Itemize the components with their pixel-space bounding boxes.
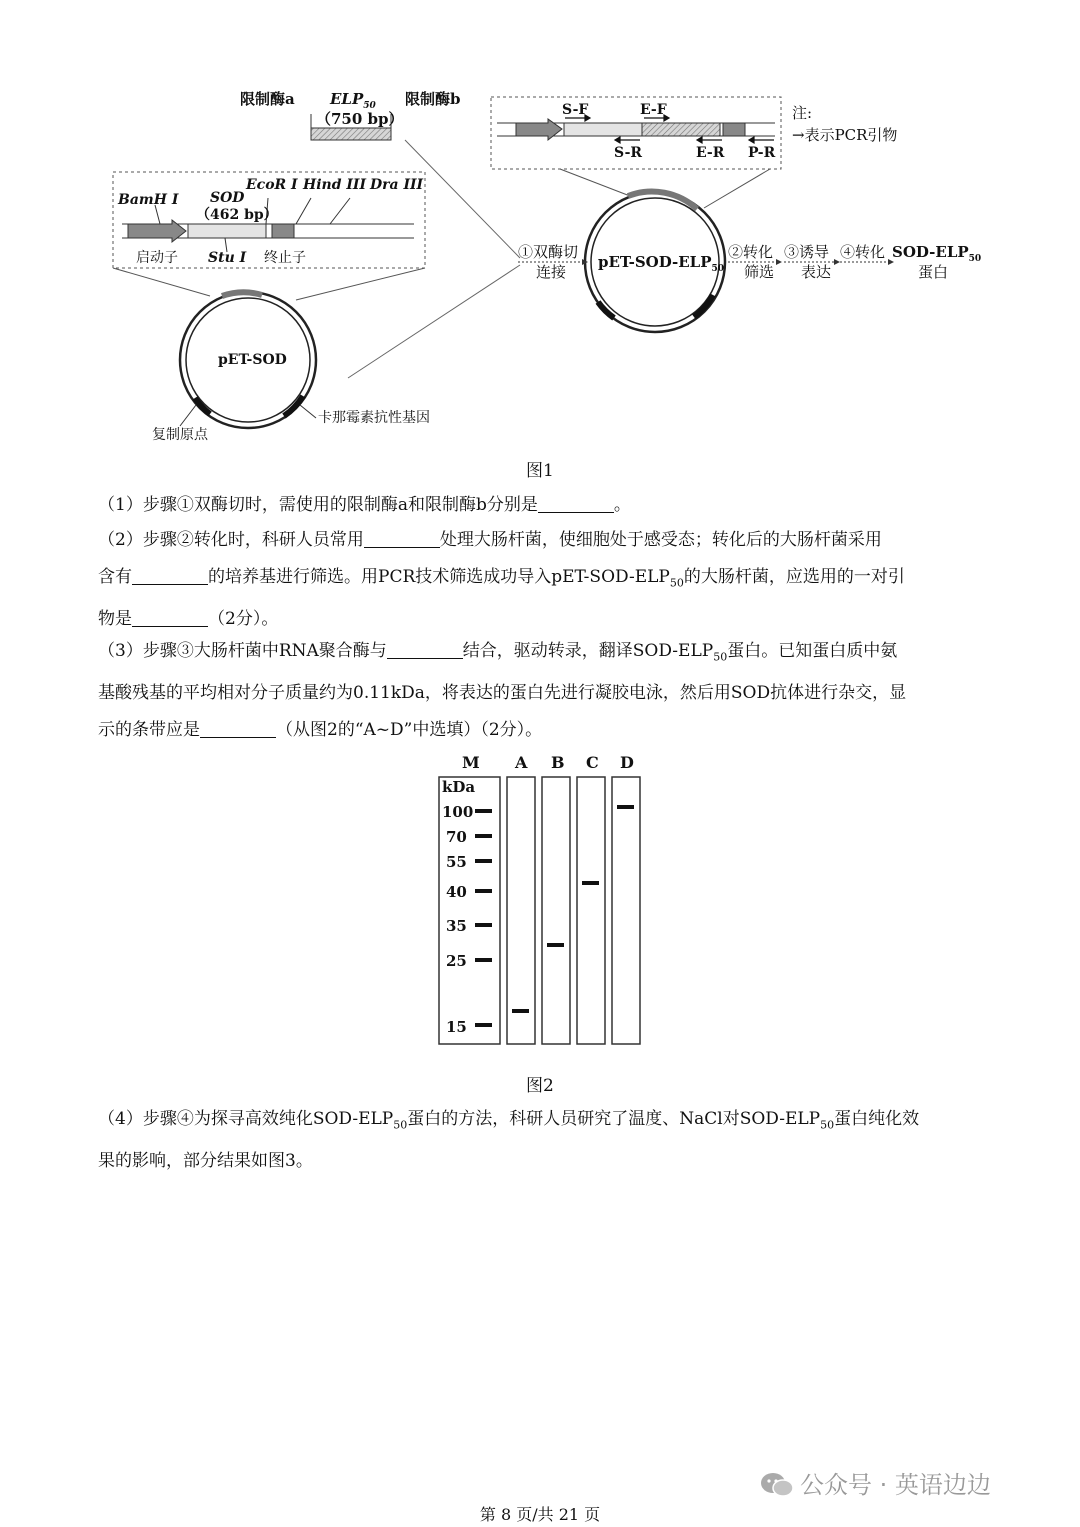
step-4-label: ④转化 bbox=[840, 243, 886, 261]
dra3-label: Dra III bbox=[370, 177, 424, 193]
q3-text-f: （从图2的“A~D”中选填）（2分）。 bbox=[276, 720, 543, 741]
plasmid-2-subscript: 50 bbox=[711, 264, 725, 274]
kan-label: 卡那霉素抗性基因 bbox=[318, 410, 430, 426]
q3-subscript: 50 bbox=[713, 650, 728, 664]
q3-blank-2[interactable] bbox=[200, 719, 276, 738]
figure-1-diagram bbox=[0, 0, 1080, 450]
stu1-label: Stu I bbox=[208, 250, 247, 266]
step-3-line-2: 表达 bbox=[801, 263, 832, 281]
q4-text-d: 果的影响，部分结果如图3。 bbox=[98, 1151, 313, 1172]
sod-gene-label: SOD bbox=[210, 190, 245, 206]
q4-subscript-2: 50 bbox=[820, 1118, 835, 1132]
lane-c bbox=[577, 777, 605, 1044]
elp-gene-subscript: 50 bbox=[363, 101, 376, 111]
figure-2-gel bbox=[430, 750, 650, 1050]
product-line-2: 蛋白 bbox=[918, 263, 949, 281]
q3-blank-1[interactable] bbox=[387, 640, 463, 659]
marker-band-25 bbox=[475, 958, 492, 962]
q4-text-b: 蛋白的方法，科研人员研究了温度、NaCl对SOD-ELP bbox=[407, 1109, 821, 1129]
elp-size-label: （750 bp） bbox=[316, 110, 404, 128]
sod-region bbox=[564, 123, 642, 136]
q2-text-c: 含有 bbox=[98, 567, 132, 587]
q2-blank-3[interactable] bbox=[132, 608, 208, 627]
question-4 bbox=[98, 1101, 988, 1180]
q4-text-a: （4）步骤④为探寻高效纯化SOD-ELP bbox=[98, 1109, 394, 1129]
promoter-label: 启动子 bbox=[136, 250, 178, 266]
figure-2-caption: 图2 bbox=[526, 1076, 554, 1096]
elp-gene-label bbox=[329, 90, 377, 111]
marker-band-40 bbox=[475, 889, 492, 893]
elp-fragment bbox=[311, 128, 391, 140]
plasmid-1-label: pET-SOD bbox=[218, 352, 287, 368]
lane-b-band bbox=[547, 943, 564, 947]
lane-d bbox=[612, 777, 640, 1044]
q3-text-d: 基酸残基的平均相对分子质量约为0.11kDa，将表达的蛋白先进行凝胶电泳，然后用SOD抗体进行杂交，显 bbox=[98, 683, 907, 704]
marker-band-35 bbox=[475, 923, 492, 927]
q4-subscript-1: 50 bbox=[393, 1118, 408, 1132]
primer-pr: P-R bbox=[748, 145, 776, 161]
question-1 bbox=[98, 487, 988, 524]
figure-1-caption: 图1 bbox=[526, 461, 554, 481]
enzyme-b-label: 限制酶b bbox=[405, 90, 461, 108]
q2-text-a: （2）步骤②转化时，科研人员常用 bbox=[98, 530, 364, 550]
q1-text: （1）步骤①双酶切时，需使用的限制酶a和限制酶b分别是 bbox=[98, 495, 538, 515]
q1-blank[interactable] bbox=[538, 494, 614, 513]
ori-label: 复制原点 bbox=[152, 427, 208, 443]
q2-blank-2[interactable] bbox=[132, 566, 208, 585]
primer-ef: E-F bbox=[640, 102, 667, 118]
terminator-region bbox=[723, 123, 745, 136]
q2-text-d: 的培养基进行筛选。用PCR技术筛选成功导入pET-SOD-ELP bbox=[208, 567, 670, 587]
marker-band-15 bbox=[475, 1023, 492, 1027]
primer-er: E-R bbox=[696, 145, 725, 161]
lane-label-b: B bbox=[551, 753, 565, 772]
q3-text-c: 蛋白。已知蛋白质中氨 bbox=[727, 641, 898, 661]
watermark bbox=[760, 1465, 991, 1505]
q4-text-c: 蛋白纯化效 bbox=[834, 1109, 920, 1129]
q2-text-g: （2分）。 bbox=[208, 609, 279, 630]
note-text: →表示PCR引物 bbox=[792, 126, 898, 144]
question-2 bbox=[98, 522, 988, 638]
q1-end: 。 bbox=[613, 495, 631, 515]
elp-region bbox=[642, 123, 720, 136]
product-subscript: 50 bbox=[968, 254, 982, 264]
marker-15: 15 bbox=[446, 1018, 467, 1036]
lane-b bbox=[542, 777, 570, 1044]
marker-40: 40 bbox=[446, 883, 467, 901]
page-footer: 第 8 页/共 21 页 bbox=[479, 1505, 601, 1524]
lane-label-d: D bbox=[620, 753, 634, 772]
step-2-line-2: 筛选 bbox=[744, 263, 775, 281]
product-name: SOD-ELP bbox=[892, 243, 969, 261]
lane-label-a: A bbox=[515, 753, 528, 772]
sod-size-label: （462 bp） bbox=[196, 207, 278, 223]
marker-band-55 bbox=[475, 859, 492, 863]
q2-subscript: 50 bbox=[669, 576, 684, 590]
lane-label-m: M bbox=[462, 753, 480, 772]
primer-sf: S-F bbox=[562, 102, 589, 118]
ecor1-label: EcoR I bbox=[246, 177, 298, 193]
terminator-label: 终止子 bbox=[264, 250, 306, 266]
q2-text-e: 的大肠杆菌，应选用的一对引 bbox=[683, 567, 905, 587]
lane-a-band bbox=[512, 1009, 529, 1013]
q2-text-f: 物是 bbox=[98, 609, 132, 630]
step-1-line-1: ①双酶切 bbox=[518, 243, 579, 261]
wechat-icon bbox=[760, 1471, 794, 1505]
kda-label: kDa bbox=[442, 778, 476, 796]
lane-c-band bbox=[582, 881, 599, 885]
step-1-line-2: 连接 bbox=[536, 263, 567, 281]
sod-gene-block bbox=[188, 224, 266, 238]
marker-55: 55 bbox=[446, 853, 467, 871]
marker-100: 100 bbox=[442, 803, 474, 821]
hind3-label: Hind III bbox=[303, 177, 367, 193]
q2-text-b: 处理大肠杆菌，使细胞处于感受态；转化后的大肠杆菌采用 bbox=[439, 530, 882, 550]
step-2-line-1: ②转化 bbox=[728, 243, 774, 261]
q3-text-a: （3）步骤③大肠杆菌中RNA聚合酶与 bbox=[98, 641, 387, 661]
promoter-arrow bbox=[128, 220, 186, 242]
elp-gene-name: ELP bbox=[330, 90, 364, 108]
step-3-line-1: ③诱导 bbox=[784, 243, 830, 261]
elp-promoter-arrow bbox=[516, 119, 562, 140]
plasmid-2-name: pET-SOD-ELP bbox=[598, 253, 712, 271]
question-3 bbox=[98, 633, 988, 749]
marker-band-100 bbox=[475, 809, 492, 813]
q3-text-e: 示的条带应是 bbox=[98, 720, 200, 741]
terminator-block bbox=[272, 224, 294, 238]
lane-d-band bbox=[617, 805, 634, 809]
q2-blank-1[interactable] bbox=[364, 529, 440, 548]
lane-a bbox=[507, 777, 535, 1044]
plasmid-2-label bbox=[598, 253, 724, 274]
bamh1-label bbox=[117, 192, 179, 208]
marker-band-70 bbox=[475, 834, 492, 838]
primer-sr: S-R bbox=[614, 145, 643, 161]
note-title: 注: bbox=[792, 104, 813, 122]
product-line-1 bbox=[892, 243, 981, 264]
q3-text-b: 结合，驱动转录，翻译SOD-ELP bbox=[462, 641, 714, 661]
watermark-text: 公众号 · 英语边边 bbox=[800, 1471, 991, 1499]
marker-70: 70 bbox=[446, 828, 467, 846]
bamh1-text: BamH I bbox=[118, 192, 179, 208]
marker-35: 35 bbox=[446, 917, 467, 935]
marker-25: 25 bbox=[446, 952, 467, 970]
enzyme-a-label: 限制酶a bbox=[240, 90, 295, 108]
lane-label-c: C bbox=[586, 753, 599, 772]
